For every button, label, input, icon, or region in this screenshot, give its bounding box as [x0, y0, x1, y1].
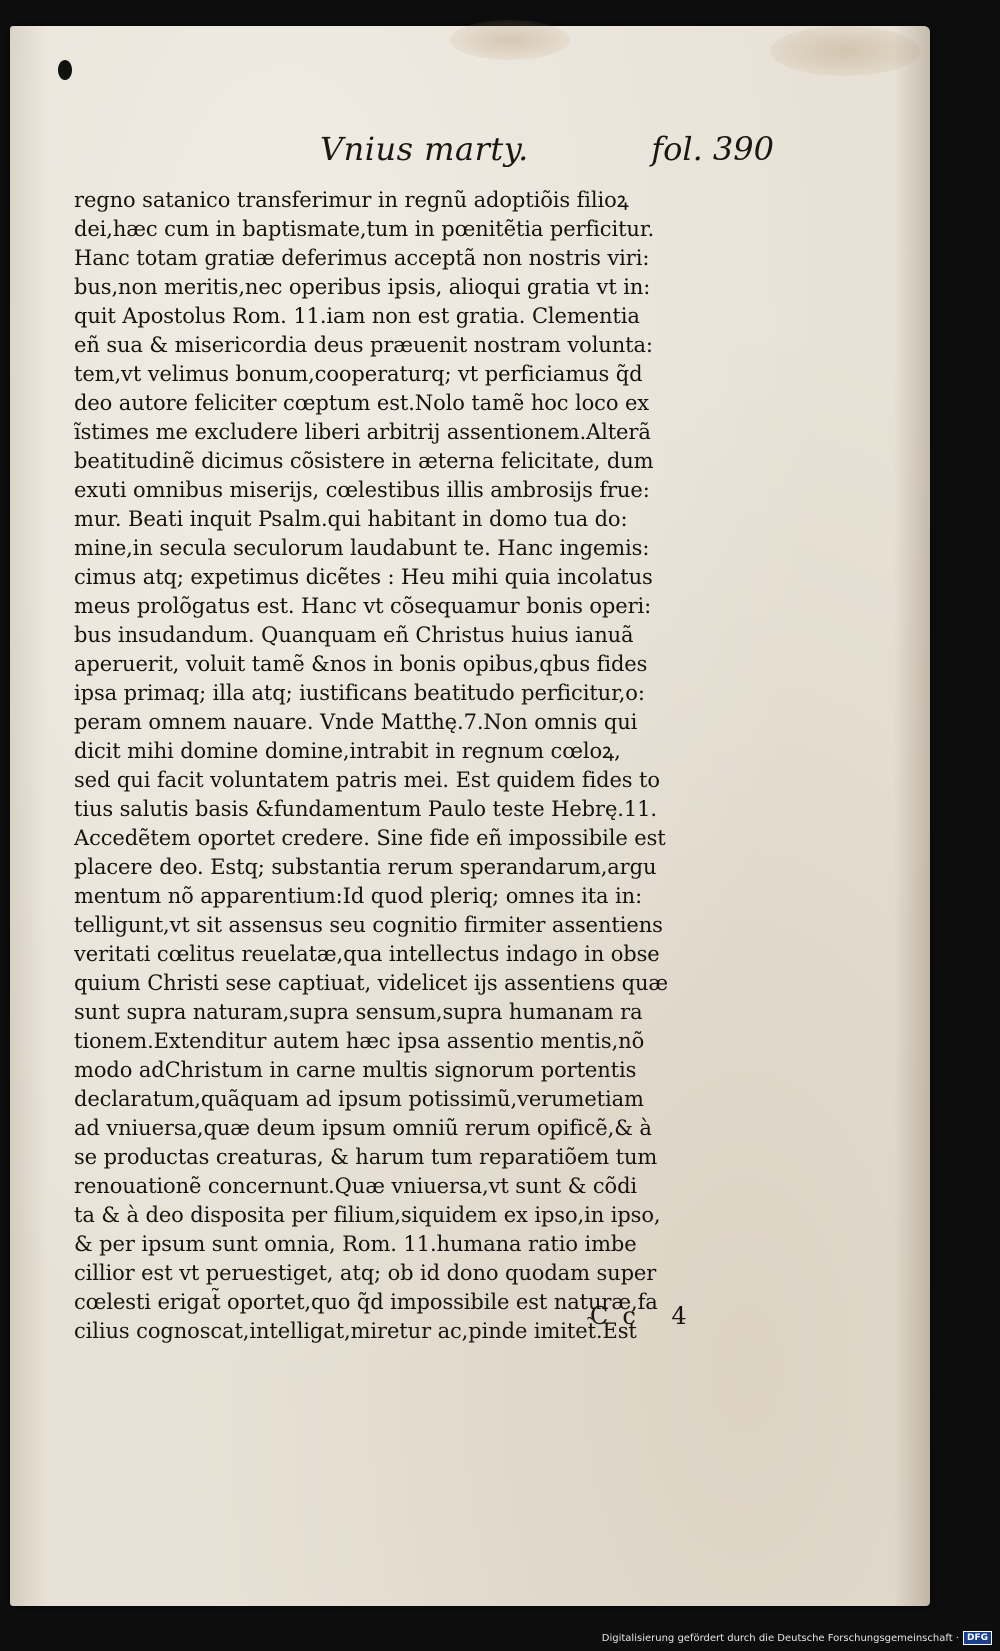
text-line: meus prolõgatus est. Hanc vt cõsequamur bonis operi: — [74, 594, 652, 618]
text-line: sunt supra naturam,supra sensum,supra humanam ra — [74, 1000, 643, 1024]
text-line: ad vniuersa,quæ deum ipsum omniũ rerum opificẽ,& à — [74, 1116, 652, 1140]
main-text-block — [74, 186, 764, 1346]
text-line: deo autore feliciter cœptum est.Nolo tamẽ hoc loco ex — [74, 391, 650, 415]
text-line: Accedẽtem oportet credere. Sine fide eñ impossibile est — [74, 826, 666, 850]
text-line: mentum nõ apparentium:Id quod pleriq; omnes ita in: — [74, 884, 643, 908]
text-line: mur. Beati inquit Psalm.qui habitant in domo tua do: — [74, 507, 628, 531]
text-line: quium Christi sese captiuat, videlicet ijs assentiens quæ — [74, 971, 669, 995]
binding-hole — [58, 60, 72, 80]
signature-mark: Cc 4 — [590, 1302, 701, 1330]
text-line: dei,hæc cum in baptismate,tum in pœnitẽtia perficitur. — [74, 217, 655, 241]
text-line: placere deo. Estq; substantia rerum sperandarum,argu — [74, 855, 657, 879]
text-line: eñ sua & misericordia deus præuenit nostram volunta: — [74, 333, 653, 357]
text-line: quit Apostolus Rom. 11.iam non est gratia. Clementia — [74, 304, 640, 328]
text-line: declaratum,quãquam ad ipsum potissimũ,verumetiam — [74, 1087, 644, 1111]
text-line: tius salutis basis &fundamentum Paulo teste Hebrę.11. — [74, 797, 657, 821]
text-line: se productas creaturas, & harum tum reparatiõem tum — [74, 1145, 658, 1169]
text-line: cœlesti erigat̃ oportet,quo q̃d impossibile est naturæ,fa — [74, 1290, 658, 1314]
text-line: exuti omnibus miserijs, cœlestibus illis ambrosijs frue: — [74, 478, 650, 502]
text-line: ta & à deo disposita per filium,siquidem ex ipso,in ipso, — [74, 1203, 661, 1227]
text-line: modo adChristum in carne multis signorum portentis — [74, 1058, 637, 1082]
text-line: Hanc totam gratiæ deferimus acceptã non nostris viri: — [74, 246, 650, 270]
text-line: cilius cognoscat,intelligat,miretur ac,pinde imitet̃.Est — [74, 1319, 637, 1343]
running-title: Vnius marty. — [320, 130, 529, 168]
running-head — [80, 126, 774, 176]
book-page — [10, 26, 930, 1606]
text-line: & per ipsum sunt omnia, Rom. 11.humana ratio imbe — [74, 1232, 637, 1256]
paper-stain — [770, 26, 920, 76]
text-line: peram omnem nauare. Vnde Matthę.7.Non omnis qui — [74, 710, 638, 734]
text-line: tionem.Extenditur autem hæc ipsa assentio mentis,nõ — [74, 1029, 645, 1053]
paper-stain — [450, 20, 570, 60]
text-line: beatitudinẽ dicimus cõsistere in æterna felicitate, dum — [74, 449, 654, 473]
credit-text: Digitalisierung gefördert durch die Deutsche Forschungsgemeinschaft · — [601, 1632, 959, 1644]
text-line: tem,vt velimus bonum,cooperaturq; vt perficiamus q̃d — [74, 362, 643, 386]
digitization-credit — [602, 1631, 992, 1645]
dfg-logo: DFG — [963, 1631, 992, 1645]
text-line: cimus atq; expetimus dicẽtes : Heu mihi quia incolatus — [74, 565, 653, 589]
text-line: sed qui facit voluntatem patris mei. Est quidem fides to — [74, 768, 660, 792]
text-line: regno satanico transferimur in regnũ adoptiõis filioꝝ — [74, 188, 629, 212]
text-line: ipsa primaq; illa atq; iustificans beatitudo perficitur,o: — [74, 681, 645, 705]
text-line: veritati cœlitus reuelatæ,qua intellectus indago in obse — [74, 942, 660, 966]
text-line: cillior est vt peruestiget, atq; ob id dono quodam super — [74, 1261, 657, 1285]
text-line: ĩstimes me excludere liberi arbitrij assentionem.Alterã — [74, 420, 651, 444]
text-line: bus insudandum. Quanquam eñ Christus huius ianuã — [74, 623, 634, 647]
text-line: dicit mihi domine domine,intrabit in regnum cœloꝝ, — [74, 739, 621, 763]
text-line: renouationẽ concernunt.Quæ vniuersa,vt sunt & cõdi — [74, 1174, 638, 1198]
text-line: aperuerit, voluit tamẽ &nos in bonis opibus,qbus fides — [74, 652, 648, 676]
text-line: telligunt,vt sit assensus seu cognitio firmiter assentiens — [74, 913, 663, 937]
text-line: bus,non meritis,nec operibus ipsis, alioqui gratia vt in: — [74, 275, 651, 299]
folio-number: fol. 390 — [651, 130, 774, 168]
text-line: mine,in secula seculorum laudabunt te. Hanc ingemis: — [74, 536, 650, 560]
